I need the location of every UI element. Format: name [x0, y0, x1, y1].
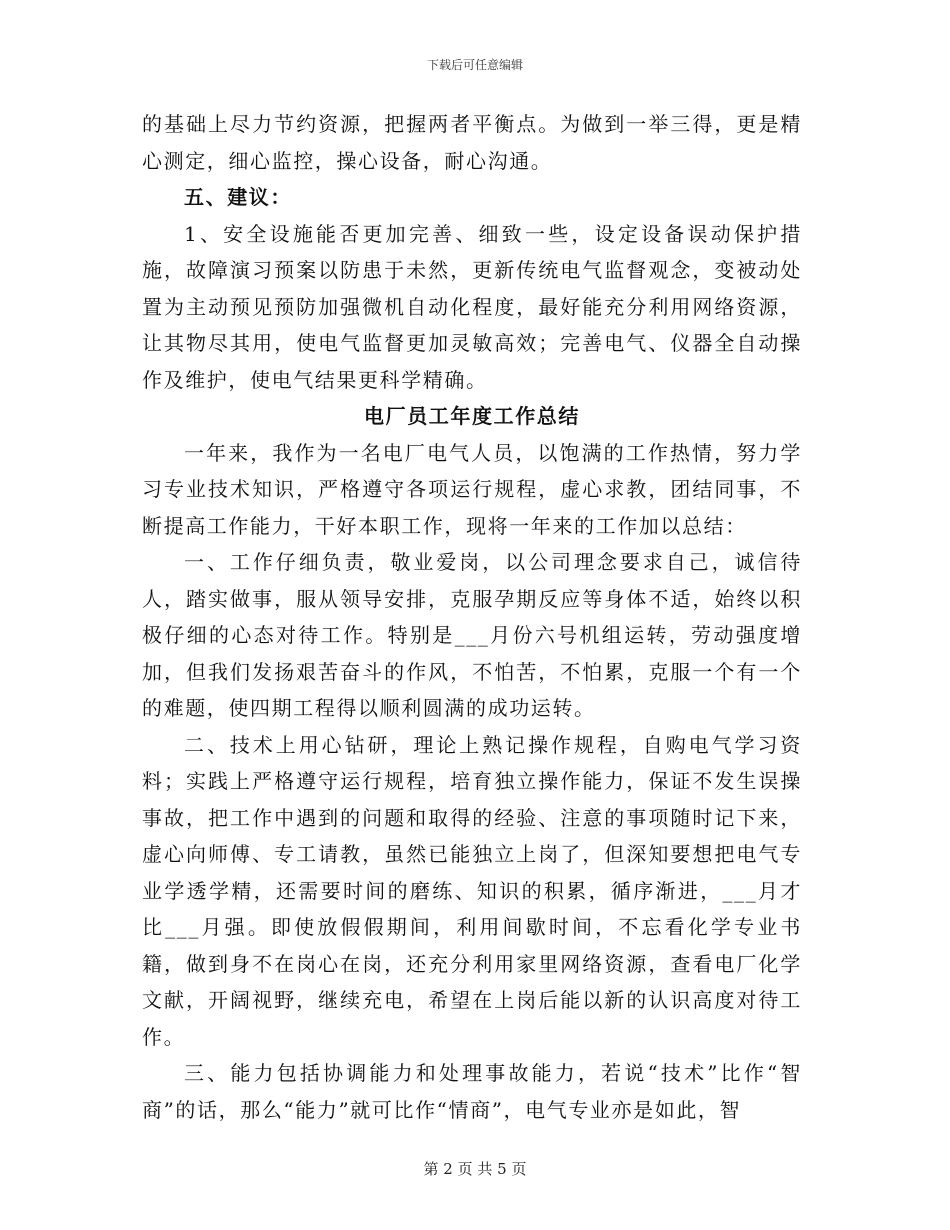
- paragraph-suggestion-1: 1、安全设施能否更加完善、细致一些，设定设备误动保护措施，故障演习预案以防患于未然，更新传统电气监督观念，变被动处置为主动预见预防加强微机自动化程度，最好能充分利用网络资源，让其物尽其用，使电气监督更加灵敏高效；完善电气、仪器全自动操作及维护，使电气结果更科学精确。: [142, 221, 802, 392]
- document-title: 电厂员工年度工作总结: [364, 404, 580, 428]
- page-header: 下载后可任意编辑: [426, 58, 523, 72]
- paragraph-section-3: 三、能力包括协调能力和处理事故能力，若说“技术”比作“智商”的话，那么“能力”就可比作“情商”，电气专业亦是如此，智: [142, 1061, 802, 1122]
- page-footer: 第 2 页 共 5 页: [423, 1160, 527, 1178]
- paragraph-section-2: 二、技术上用心钻研，理论上熟记操作规程，自购电气学习资料；实践上严格遵守运行规程，培育独立操作能力，保证不发生误操事故，把工作中遇到的问题和取得的经验、注意的事项随时记下来，虚心向师傅、专工请教，虽然已能独立上岗了，但深知要想把电气专业学透学精，还需要时间的磨练、知识的积累，循序渐进，___月才比___月强。即使放假假期间，利用间歇时间，不忘看化学专业书籍，做到身不在岗心在岗，还充分利用家里网络资源，查看电厂化学文献，开阔视野，继续充电，希望在上岗后能以新的认识高度对待工作。: [142, 732, 802, 1049]
- paragraph-continuation: 的基础上尽力节约资源，把握两者平衡点。为做到一举三得，更是精心测定，细心监控，操心设备，耐心沟通。: [142, 112, 802, 173]
- paragraph-section-1: 一、工作仔细负责，敬业爱岗，以公司理念要求自己，诚信待人，踏实做事，服从领导安排，克服孕期反应等身体不适，始终以积极仔细的心态对待工作。特别是___月份六号机组运转，劳动强度增加，但我们发扬艰苦奋斗的作风，不怕苦，不怕累，克服一个有一个的难题，使四期工程得以顺利圆满的成功运转。: [142, 550, 802, 720]
- section-heading-suggestions: 五、建议：: [184, 185, 292, 209]
- document-body: [142, 106, 802, 1128]
- paragraph-intro: 一年来，我作为一名电厂电气人员，以饱满的工作热情，努力学习专业技术知识，严格遵守各项运行规程，虚心求教，团结同事，不断提高工作能力，干好本职工作，现将一年来的工作加以总结：: [142, 440, 802, 538]
